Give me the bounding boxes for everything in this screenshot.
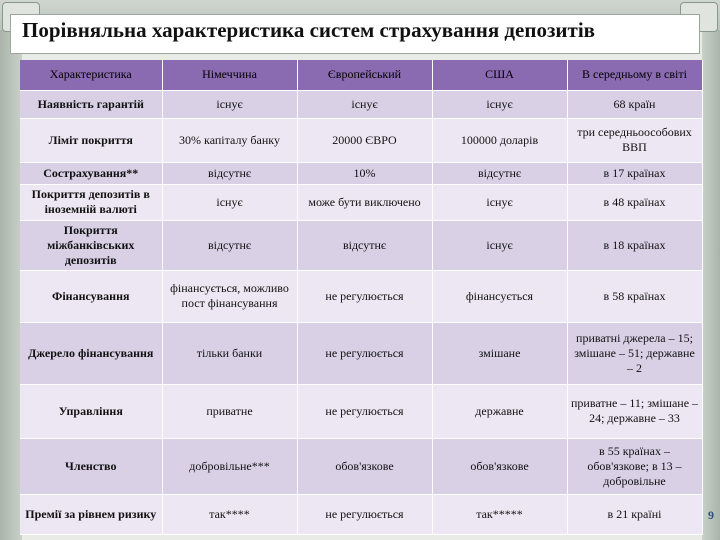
table-row	[20, 270, 702, 322]
table-row	[20, 494, 702, 534]
row-label: Фінансування	[20, 270, 162, 322]
table-cell: в 48 країнах	[567, 184, 702, 220]
row-label: Наявність гарантій	[20, 90, 162, 118]
table-cell: фінансується, можливо пост фінансування	[162, 270, 297, 322]
row-label: Покриття депозитів в іноземній валюті	[20, 184, 162, 220]
table-cell: добровільне***	[162, 438, 297, 494]
table-cell: 10%	[297, 162, 432, 184]
table-cell: тільки банки	[162, 322, 297, 384]
table-cell: існує	[162, 90, 297, 118]
table-row	[20, 438, 702, 494]
table-cell: фінансується	[432, 270, 567, 322]
row-label: Джерело фінансування	[20, 322, 162, 384]
table-cell: існує	[162, 184, 297, 220]
table-cell: в 58 країнах	[567, 270, 702, 322]
table-cell: існує	[432, 90, 567, 118]
table-cell: 100000 доларів	[432, 118, 567, 162]
table-cell: приватне – 11; змішане – 24; державне – 33	[567, 384, 702, 438]
table-cell: так*****	[432, 494, 567, 534]
slide-title: Порівняльна характеристика систем страхування депозитів	[22, 18, 595, 42]
table-cell: не регулюється	[297, 322, 432, 384]
table-cell: в 21 країні	[567, 494, 702, 534]
background-right-panel	[702, 30, 720, 540]
table-row	[20, 384, 702, 438]
table-cell: 68 країн	[567, 90, 702, 118]
row-label: Членство	[20, 438, 162, 494]
row-label: Управління	[20, 384, 162, 438]
table-cell: існує	[297, 90, 432, 118]
table-header-row	[20, 60, 702, 90]
table-cell: в 17 країнах	[567, 162, 702, 184]
table-cell: може бути виключено	[297, 184, 432, 220]
table-cell: державне	[432, 384, 567, 438]
row-label: Покриття міжбанківських депозитів	[20, 220, 162, 270]
header-world-average: В середньому в світі	[567, 60, 702, 90]
table-cell: відсутнє	[297, 220, 432, 270]
table-cell: в 18 країнах	[567, 220, 702, 270]
header-germany: Німеччина	[162, 60, 297, 90]
table-cell: 30% капіталу банку	[162, 118, 297, 162]
row-label: Премії за рівнем ризику	[20, 494, 162, 534]
row-label: Ліміт покриття	[20, 118, 162, 162]
table-cell: 20000 ЄВРО	[297, 118, 432, 162]
table-cell: приватне	[162, 384, 297, 438]
table-cell: відсутнє	[162, 162, 297, 184]
table-row	[20, 90, 702, 118]
table-cell: існує	[432, 220, 567, 270]
page-number: 9	[708, 508, 714, 522]
table-cell: не регулюється	[297, 384, 432, 438]
table-cell: три середньоособових ВВП	[567, 118, 702, 162]
table-cell: обов'язкове	[432, 438, 567, 494]
header-characteristic: Характеристика	[20, 60, 162, 90]
table-cell: так****	[162, 494, 297, 534]
table-cell: існує	[432, 184, 567, 220]
comparison-table	[20, 60, 703, 535]
row-label: Сострахування**	[20, 162, 162, 184]
table-row	[20, 322, 702, 384]
table-cell: не регулюється	[297, 270, 432, 322]
table-cell: змішане	[432, 322, 567, 384]
table-row	[20, 184, 702, 220]
table-row	[20, 220, 702, 270]
header-usa: США	[432, 60, 567, 90]
table-cell: приватні джерела – 15; змішане – 51; державне – 2	[567, 322, 702, 384]
table-cell: не регулюється	[297, 494, 432, 534]
table-cell: в 55 країнах – обов'язкове; в 13 – добровільне	[567, 438, 702, 494]
table-cell: відсутнє	[162, 220, 297, 270]
table-row	[20, 118, 702, 162]
background-left-panel	[0, 30, 22, 540]
header-european: Європейський	[297, 60, 432, 90]
table-cell: відсутнє	[432, 162, 567, 184]
table-row	[20, 162, 702, 184]
table-cell: обов'язкове	[297, 438, 432, 494]
